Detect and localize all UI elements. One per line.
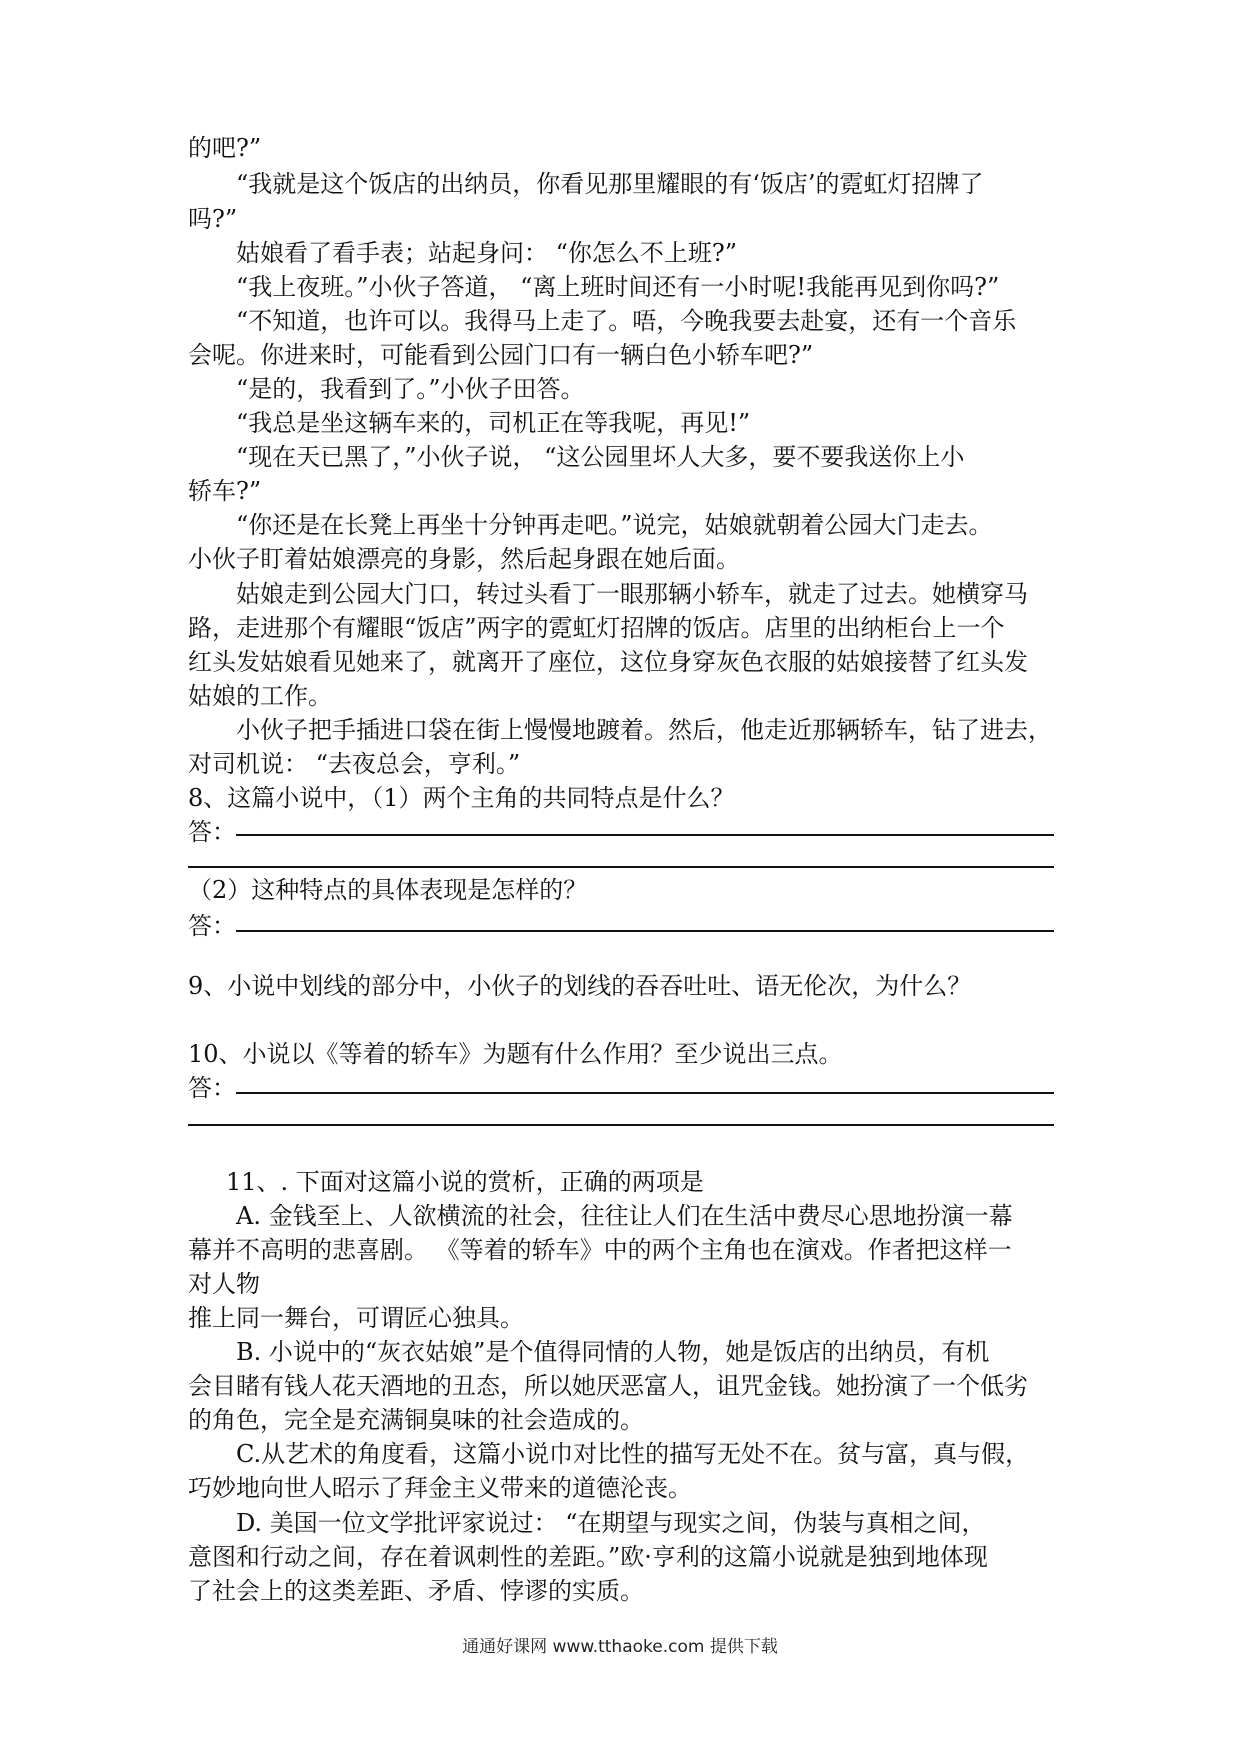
story-line: “不知道，也许可以。我得马上走了。唔，今晚我要去赴宴，还有一个音乐: [236, 307, 1017, 335]
question-10: 10、小说以《等着的轿车》为题有什么作用？至少说出三点。: [188, 1040, 843, 1068]
answer-line: [188, 866, 1054, 868]
story-line: 吗?”: [188, 205, 238, 233]
question-11: 11、. 下面对这篇小说的赏析，正确的两项是: [226, 1168, 704, 1196]
option-line: 意图和行动之间，存在着讽刺性的差距。”欧·亨利的这篇小说就是独到地体现: [188, 1543, 988, 1571]
question-9: 9、小说中划线的部分中，小伙子的划线的吞吞吐吐、语无伦次，为什么？: [188, 972, 972, 1000]
option-line: 的角色，完全是充满铜臭味的社会造成的。: [188, 1406, 644, 1434]
answer-label: 答：: [188, 818, 236, 846]
story-line: 轿车?”: [188, 477, 262, 505]
option-line: 对人物: [188, 1270, 260, 1298]
story-line: 路，走进那个有耀眼“饭店”两字的霓虹灯招牌的饭店。店里的出纳柜台上一个: [188, 614, 1005, 642]
story-line: 姑娘的工作。: [188, 682, 332, 710]
option-line: 巧妙地向世人昭示了拜金主义带来的道德沦丧。: [188, 1474, 692, 1502]
answer-line: [188, 1124, 1054, 1126]
story-line: 的吧?”: [188, 134, 262, 162]
story-line: 姑娘走到公园大门口，转过头看丁一眼那辆小轿车，就走了过去。她横穿马: [236, 580, 1028, 608]
option-line: 推上同一舞台，可谓匠心独具。: [188, 1304, 524, 1332]
option-line: 了社会上的这类差距、矛盾、悖谬的实质。: [188, 1577, 644, 1605]
answer-line: [236, 834, 1054, 836]
page-footer: 通通好课网 www.tthaoke.com 提供下载: [462, 1637, 778, 1657]
story-line: 对司机说： “去夜总会，亨利。”: [188, 750, 521, 778]
question-8: 8、这篇小说中，（1）两个主角的共同特点是什么？: [188, 784, 735, 812]
story-line: “是的，我看到了。”小伙子田答。: [236, 375, 585, 403]
story-line: 会呢。你进来时，可能看到公园门口有一辆白色小轿车吧?”: [188, 341, 814, 369]
story-line: “你还是在长凳上再坐十分钟再走吧。”说完，姑娘就朝着公园大门走去。: [236, 511, 993, 539]
option-line: 幕并不高明的悲喜剧。 《等着的轿车》中的两个主角也在演戏。作者把这样一: [188, 1236, 1012, 1264]
story-line: 红头发姑娘看见她来了，就离开了座位，这位身穿灰色衣服的姑娘接替了红头发: [188, 648, 1028, 676]
question-8-part-2: （2）这种特点的具体表现是怎样的？: [188, 876, 588, 904]
story-line: 小伙子盯着姑娘漂亮的身影，然后起身跟在她后面。: [188, 545, 740, 573]
option-line: C.从艺术的角度看，这篇小说巾对比性的描写无处不在。贫与富，真与假，: [236, 1440, 1030, 1468]
story-line: “现在天已黑了，”小伙子说， “这公园里坏人大多，要不要我送你上小: [236, 443, 965, 471]
option-line: 会目睹有钱人花天酒地的丑态，所以她厌恶富人，诅咒金钱。她扮演了一个低劣: [188, 1372, 1028, 1400]
option-line: A. 金钱至上、人欲横流的社会，往往让人们在生活中费尽心思地扮演一幕: [236, 1202, 1013, 1230]
answer-line: [236, 930, 1054, 932]
answer-label: 答：: [188, 912, 236, 940]
story-line: “我总是坐这辆车来的，司机正在等我呢，再见!”: [236, 409, 751, 437]
answer-label: 答：: [188, 1074, 236, 1102]
option-line: D. 美国一位文学批评家说过： “在期望与现实之间，伪装与真相之间，: [236, 1509, 986, 1537]
story-line: “我就是这个饭店的出纳员，你看见那里耀眼的有‘饭店’的霓虹灯招牌了: [236, 170, 984, 198]
option-line: B. 小说中的“灰衣姑娘”是个值得同情的人物，她是饭店的出纳员，有机: [236, 1338, 990, 1366]
story-line: 小伙子把手插进口袋在街上慢慢地踱着。然后，他走近那辆轿车，钻了进去，: [236, 716, 1052, 744]
story-line: “我上夜班。”小伙子答道， “离上班时间还有一小时呢!我能再见到你吗?”: [236, 273, 1000, 301]
answer-line: [236, 1092, 1054, 1094]
story-line: 姑娘看了看手表；站起身问： “你怎么不上班?”: [236, 239, 738, 267]
